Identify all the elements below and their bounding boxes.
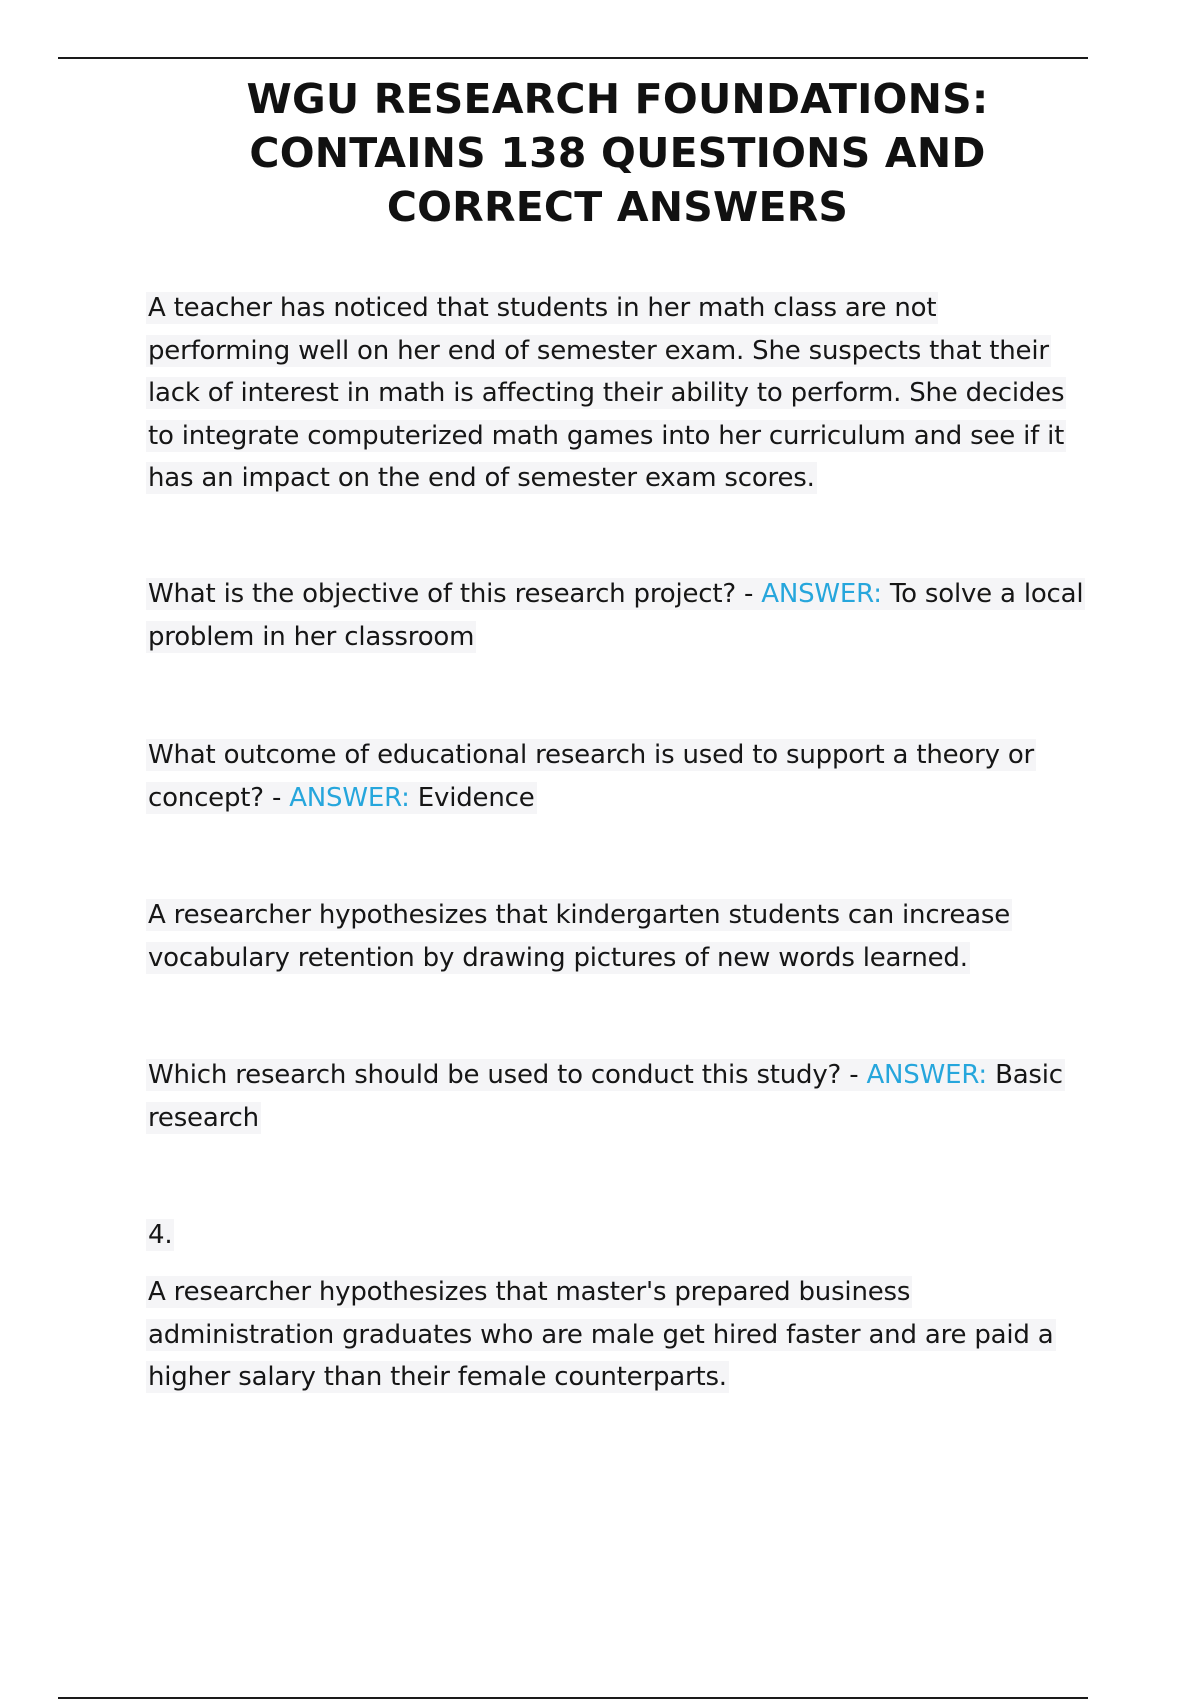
scenario-1-text: A teacher has noticed that students in her math class are not performing well on her end of semester exam. She suspects that their lack of interest in math is affecting their ability to perform. She decides to integrate computerized math games into her curriculum and see if it has an impact on the end of semester exam scores. (148, 293, 1065, 493)
title-line-2: CONTAINS 138 QUESTIONS AND (249, 129, 986, 177)
scenario-3 (146, 1271, 1086, 1399)
answer-1-text: To solve a local problem in her classroom (148, 579, 1084, 652)
question-2 (146, 734, 1086, 819)
title-line-1: WGU RESEARCH FOUNDATIONS: (246, 75, 989, 123)
scenario-1 (146, 287, 1086, 500)
item-number-text: 4. (148, 1220, 173, 1250)
question-3-separator: - (841, 1060, 867, 1090)
document-title (150, 72, 1085, 234)
question-2-text: What outcome of educational research is used to support a theory or concept? (148, 740, 1035, 813)
question-1 (146, 573, 1086, 658)
question-2-separator: - (263, 782, 290, 813)
answer-2-text: Evidence (417, 782, 535, 813)
answer-3-text: Basic research (148, 1060, 1063, 1133)
question-3 (146, 1054, 1086, 1139)
answer-1-label: ANSWER: (761, 579, 882, 609)
scenario-2-text: A researcher hypothesizes that kindergarten students can increase vocabulary retention by drawing pictures of new words learned. (148, 900, 1011, 973)
answer-2-label: ANSWER: (289, 782, 410, 813)
scenario-2 (146, 894, 1086, 979)
question-1-text: What is the objective of this research project? (148, 579, 736, 609)
scenario-3-text: A researcher hypothesizes that master's prepared business administration graduates who are male get hired faster and are paid a higher salary than their female counterparts. (148, 1277, 1054, 1392)
question-1-separator: - (735, 579, 762, 609)
item-number (146, 1214, 1086, 1257)
title-line-3: CORRECT ANSWERS (386, 183, 849, 231)
question-3-text: Which research should be used to conduct this study? (148, 1060, 842, 1090)
answer-3-label: ANSWER: (866, 1060, 987, 1090)
top-rule (58, 57, 1088, 59)
bottom-rule (58, 1697, 1088, 1699)
